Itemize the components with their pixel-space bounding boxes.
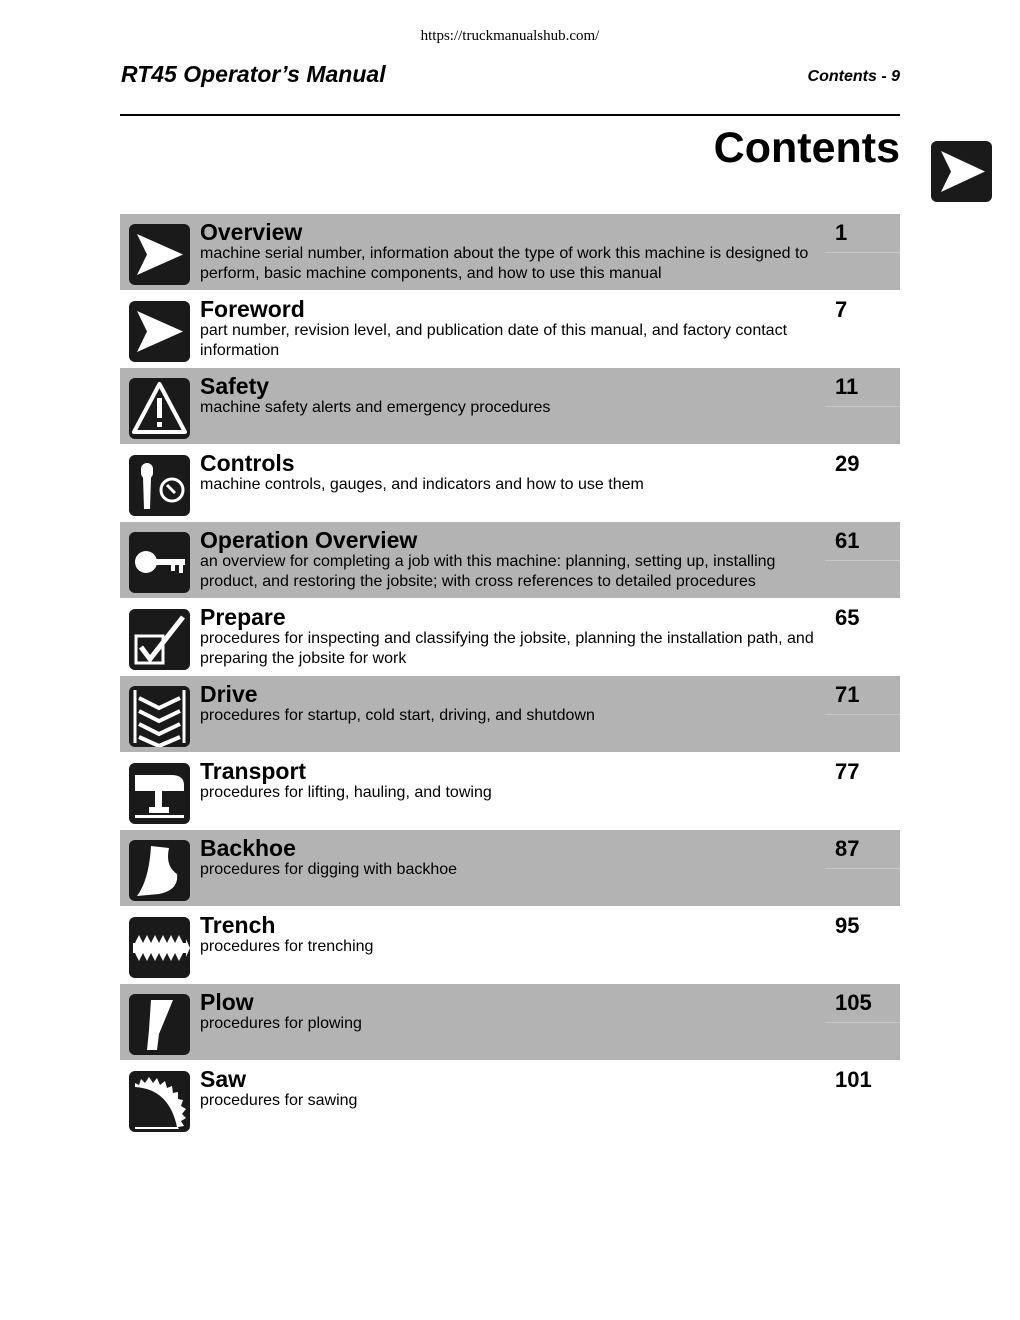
toc-heading[interactable]: Safety [200, 373, 270, 399]
toc-page-number[interactable]: 61 [835, 528, 860, 553]
page-cell-divider [825, 868, 900, 869]
toc-description: procedures for inspecting and classifying the jobsite, planning the installation path, and preparing the jobsite for work [200, 630, 814, 667]
plow-blade-icon [129, 994, 190, 1055]
tire-tread-icon [129, 686, 190, 747]
checkbox-icon [129, 609, 190, 670]
toc-page-number[interactable]: 77 [835, 759, 860, 784]
toc-description: procedures for digging with backhoe [200, 861, 458, 878]
section-tab-arrow-icon [931, 141, 992, 202]
toc-page-number[interactable]: 101 [835, 1067, 872, 1092]
toc-heading[interactable]: Plow [200, 989, 254, 1015]
arrow-icon [129, 301, 190, 362]
toc-page-number[interactable]: 105 [835, 990, 872, 1015]
hitch-icon [129, 763, 190, 824]
manual-title: RT45 Operator’s Manual [121, 61, 386, 87]
toc-row[interactable] [120, 830, 900, 906]
toc-heading[interactable]: Trench [200, 912, 276, 938]
toc-description: procedures for trenching [200, 938, 374, 955]
arrow-icon [129, 224, 190, 285]
toc-description: an overview for completing a job with this machine: planning, setting up, installing product, and restoring the jobsite; with cross references to detailed procedures [200, 553, 776, 590]
toc-row[interactable] [120, 368, 900, 444]
toc-heading[interactable]: Operation Overview [200, 527, 418, 553]
toc-row[interactable] [120, 984, 900, 1060]
toc-page-number[interactable]: 11 [835, 374, 859, 399]
toc-row[interactable] [120, 445, 900, 521]
toc-row[interactable] [120, 214, 900, 290]
toc-row[interactable] [120, 1061, 900, 1137]
toc-page-number[interactable]: 95 [835, 913, 860, 938]
warning-icon [129, 378, 190, 439]
page-cell-divider [825, 1022, 900, 1023]
toc-heading[interactable]: Controls [200, 450, 295, 476]
key-icon [129, 532, 190, 593]
toc-heading[interactable]: Drive [200, 681, 258, 707]
toc-row[interactable] [120, 907, 900, 983]
bucket-icon [129, 840, 190, 901]
toc-page-number[interactable]: 29 [835, 451, 860, 476]
toc-page-number[interactable]: 65 [835, 605, 860, 630]
page-cell-divider [825, 406, 900, 407]
toc-description: machine serial number, information about the type of work this machine is designed to perform, basic machine components, and how to use this manual [200, 245, 809, 282]
saw-blade-icon [129, 1071, 190, 1132]
toc-description: procedures for lifting, hauling, and towing [200, 784, 492, 801]
toc-page-number[interactable]: 1 [835, 220, 848, 245]
page-title: Contents [713, 124, 900, 172]
toc-row[interactable] [120, 291, 900, 367]
toc-row[interactable] [120, 599, 900, 675]
toc-heading[interactable]: Backhoe [200, 835, 296, 861]
toc-description: machine controls, gauges, and indicators and how to use them [200, 476, 644, 493]
toc-heading[interactable]: Overview [200, 219, 303, 245]
source-url: https://truckmanualshub.com/ [420, 28, 600, 44]
page-cell-divider [825, 252, 900, 253]
toc-row[interactable] [120, 753, 900, 829]
toc-description: procedures for plowing [200, 1015, 362, 1032]
page-reference: Contents - 9 [807, 68, 900, 85]
table-of-contents [120, 214, 900, 1137]
toc-heading[interactable]: Saw [200, 1066, 247, 1092]
lever-gauge-icon [129, 455, 190, 516]
toc-description: procedures for startup, cold start, driving, and shutdown [200, 707, 595, 724]
page-cell-divider [825, 714, 900, 715]
toc-heading[interactable]: Prepare [200, 604, 286, 630]
toc-page-number[interactable]: 7 [835, 297, 848, 322]
toc-description: machine safety alerts and emergency procedures [200, 399, 551, 416]
toc-page-number[interactable]: 87 [835, 836, 860, 861]
toc-heading[interactable]: Foreword [200, 296, 305, 322]
toc-description: procedures for sawing [200, 1092, 358, 1109]
toc-description: part number, revision level, and publication date of this manual, and factory contact information [200, 322, 788, 359]
toc-row[interactable] [120, 676, 900, 752]
toc-page-number[interactable]: 71 [835, 682, 860, 707]
toc-row[interactable] [120, 522, 900, 598]
page-cell-divider [825, 560, 900, 561]
header-rule [120, 114, 900, 116]
toc-heading[interactable]: Transport [200, 758, 307, 784]
chain-icon [129, 917, 190, 978]
